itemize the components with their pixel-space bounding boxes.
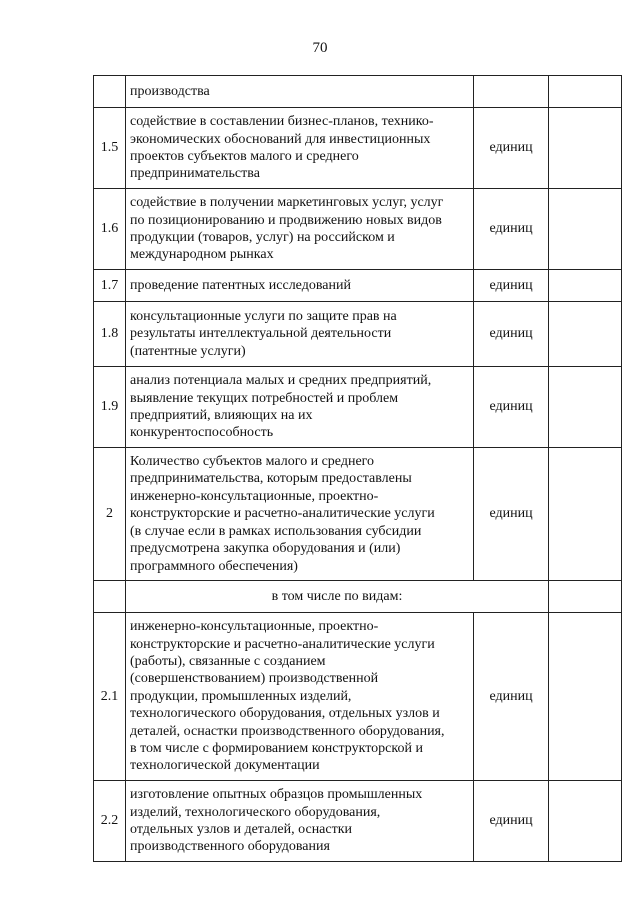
unit-cell: единиц	[474, 448, 549, 581]
table-row	[94, 108, 622, 189]
description-line: экономических обоснований для инвестиционных	[130, 131, 431, 147]
description-line: продукции, промышленных изделий,	[130, 688, 352, 704]
row-number: 1.6	[94, 189, 126, 270]
unit-cell: единиц	[474, 367, 549, 448]
row-number: 1.9	[94, 367, 126, 448]
row-description	[126, 189, 474, 270]
row-number: 2.2	[94, 781, 126, 862]
description-line: Количество субъектов малого и среднего	[130, 454, 375, 470]
indicators-table	[93, 75, 622, 862]
value-cell	[549, 270, 622, 302]
value-cell	[549, 581, 622, 613]
table-row	[94, 302, 622, 367]
description-line: предприятий, влияющих на их	[130, 408, 313, 423]
description-line: производственного оборудования	[130, 839, 330, 855]
description-line: конкурентоспособность	[130, 425, 274, 441]
description-line: предпринимательства, которым предоставлены	[130, 471, 412, 487]
unit-cell	[474, 76, 549, 108]
value-cell	[549, 613, 622, 781]
description-line: конструкторские и расчетно-аналитические услуги	[130, 636, 435, 652]
value-cell	[549, 302, 622, 367]
value-cell	[549, 367, 622, 448]
row-number: 2.1	[94, 613, 126, 781]
description-line: содействие в составлении бизнес-планов, технико-	[130, 114, 434, 130]
row-description	[126, 108, 474, 189]
value-cell	[549, 76, 622, 108]
description-line: предпринимательства	[130, 166, 260, 182]
description-line: по позиционированию и продвижению новых видов	[130, 212, 442, 228]
value-cell	[549, 189, 622, 270]
row-description	[126, 448, 474, 581]
row-number: 2	[94, 448, 126, 581]
row-number: 1.5	[94, 108, 126, 189]
table-row	[94, 270, 622, 302]
row-description	[126, 270, 474, 302]
description-line: анализ потенциала малых и средних предприятий,	[130, 373, 432, 389]
table-row	[94, 76, 622, 108]
description-line: (в случае если в рамках использования субсидии	[130, 523, 422, 539]
description-line: производства	[130, 83, 210, 99]
unit-cell: единиц	[474, 108, 549, 189]
value-cell	[549, 781, 622, 862]
description-line: (патентные услуги)	[130, 343, 246, 359]
row-number	[94, 76, 126, 108]
unit-cell: единиц	[474, 189, 549, 270]
description-line: (совершенствованием) производственной	[130, 671, 379, 687]
unit-cell: единиц	[474, 781, 549, 862]
section-subheading: в том числе по видам:	[126, 581, 549, 613]
table-row	[94, 367, 622, 448]
description-line: деталей, оснастки производственного оборудования,	[130, 723, 445, 739]
description-line: конструкторские и расчетно-аналитические услуги	[130, 506, 435, 522]
description-line: проектов субъектов малого и среднего	[130, 149, 359, 164]
description-line: инженерно-консультационные, проектно-	[130, 619, 379, 635]
description-line: технологической документации	[130, 758, 320, 774]
description-line: технологического оборудования, отдельных узлов и	[130, 706, 440, 722]
row-description	[126, 781, 474, 862]
description-line: инженерно-консультационные, проектно-	[130, 488, 379, 504]
description-line: содействие в получении маркетинговых услуг, услуг	[130, 195, 444, 211]
description-line: продукции (товаров, услуг) на российском и	[130, 230, 395, 245]
row-number: 1.7	[94, 270, 126, 302]
unit-cell: единиц	[474, 270, 549, 302]
description-line: программного обеспечения)	[130, 558, 298, 574]
description-line: результаты интеллектуальной деятельности	[130, 326, 392, 342]
row-description	[126, 76, 474, 108]
table-row	[94, 613, 622, 781]
description-line: изделий, технологического оборудования,	[130, 804, 381, 820]
description-line: консультационные услуги по защите прав на	[130, 308, 397, 324]
description-line: изготовление опытных образцов промышленных	[130, 787, 423, 803]
row-description	[126, 302, 474, 367]
description-line: отдельных узлов и деталей, оснастки	[130, 822, 353, 837]
unit-cell: единиц	[474, 302, 549, 367]
row-description	[126, 613, 474, 781]
description-line: международном рынках	[130, 247, 274, 263]
description-line: (работы), связанные с созданием	[130, 653, 326, 669]
table-row	[94, 189, 622, 270]
description-line: проведение патентных исследований	[130, 277, 351, 293]
row-number: 1.8	[94, 302, 126, 367]
description-line: выявление текущих потребностей и проблем	[130, 390, 399, 406]
row-description	[126, 367, 474, 448]
value-cell	[549, 108, 622, 189]
description-line: предусмотрена закупка оборудования и (или)	[130, 541, 401, 557]
table-row	[94, 781, 622, 862]
unit-cell: единиц	[474, 613, 549, 781]
table-row	[94, 581, 622, 613]
page-number: 70	[312, 40, 328, 56]
value-cell	[549, 448, 622, 581]
row-number	[94, 581, 126, 613]
description-line: в том числе с формированием конструкторской и	[130, 741, 423, 757]
table-row	[94, 448, 622, 581]
